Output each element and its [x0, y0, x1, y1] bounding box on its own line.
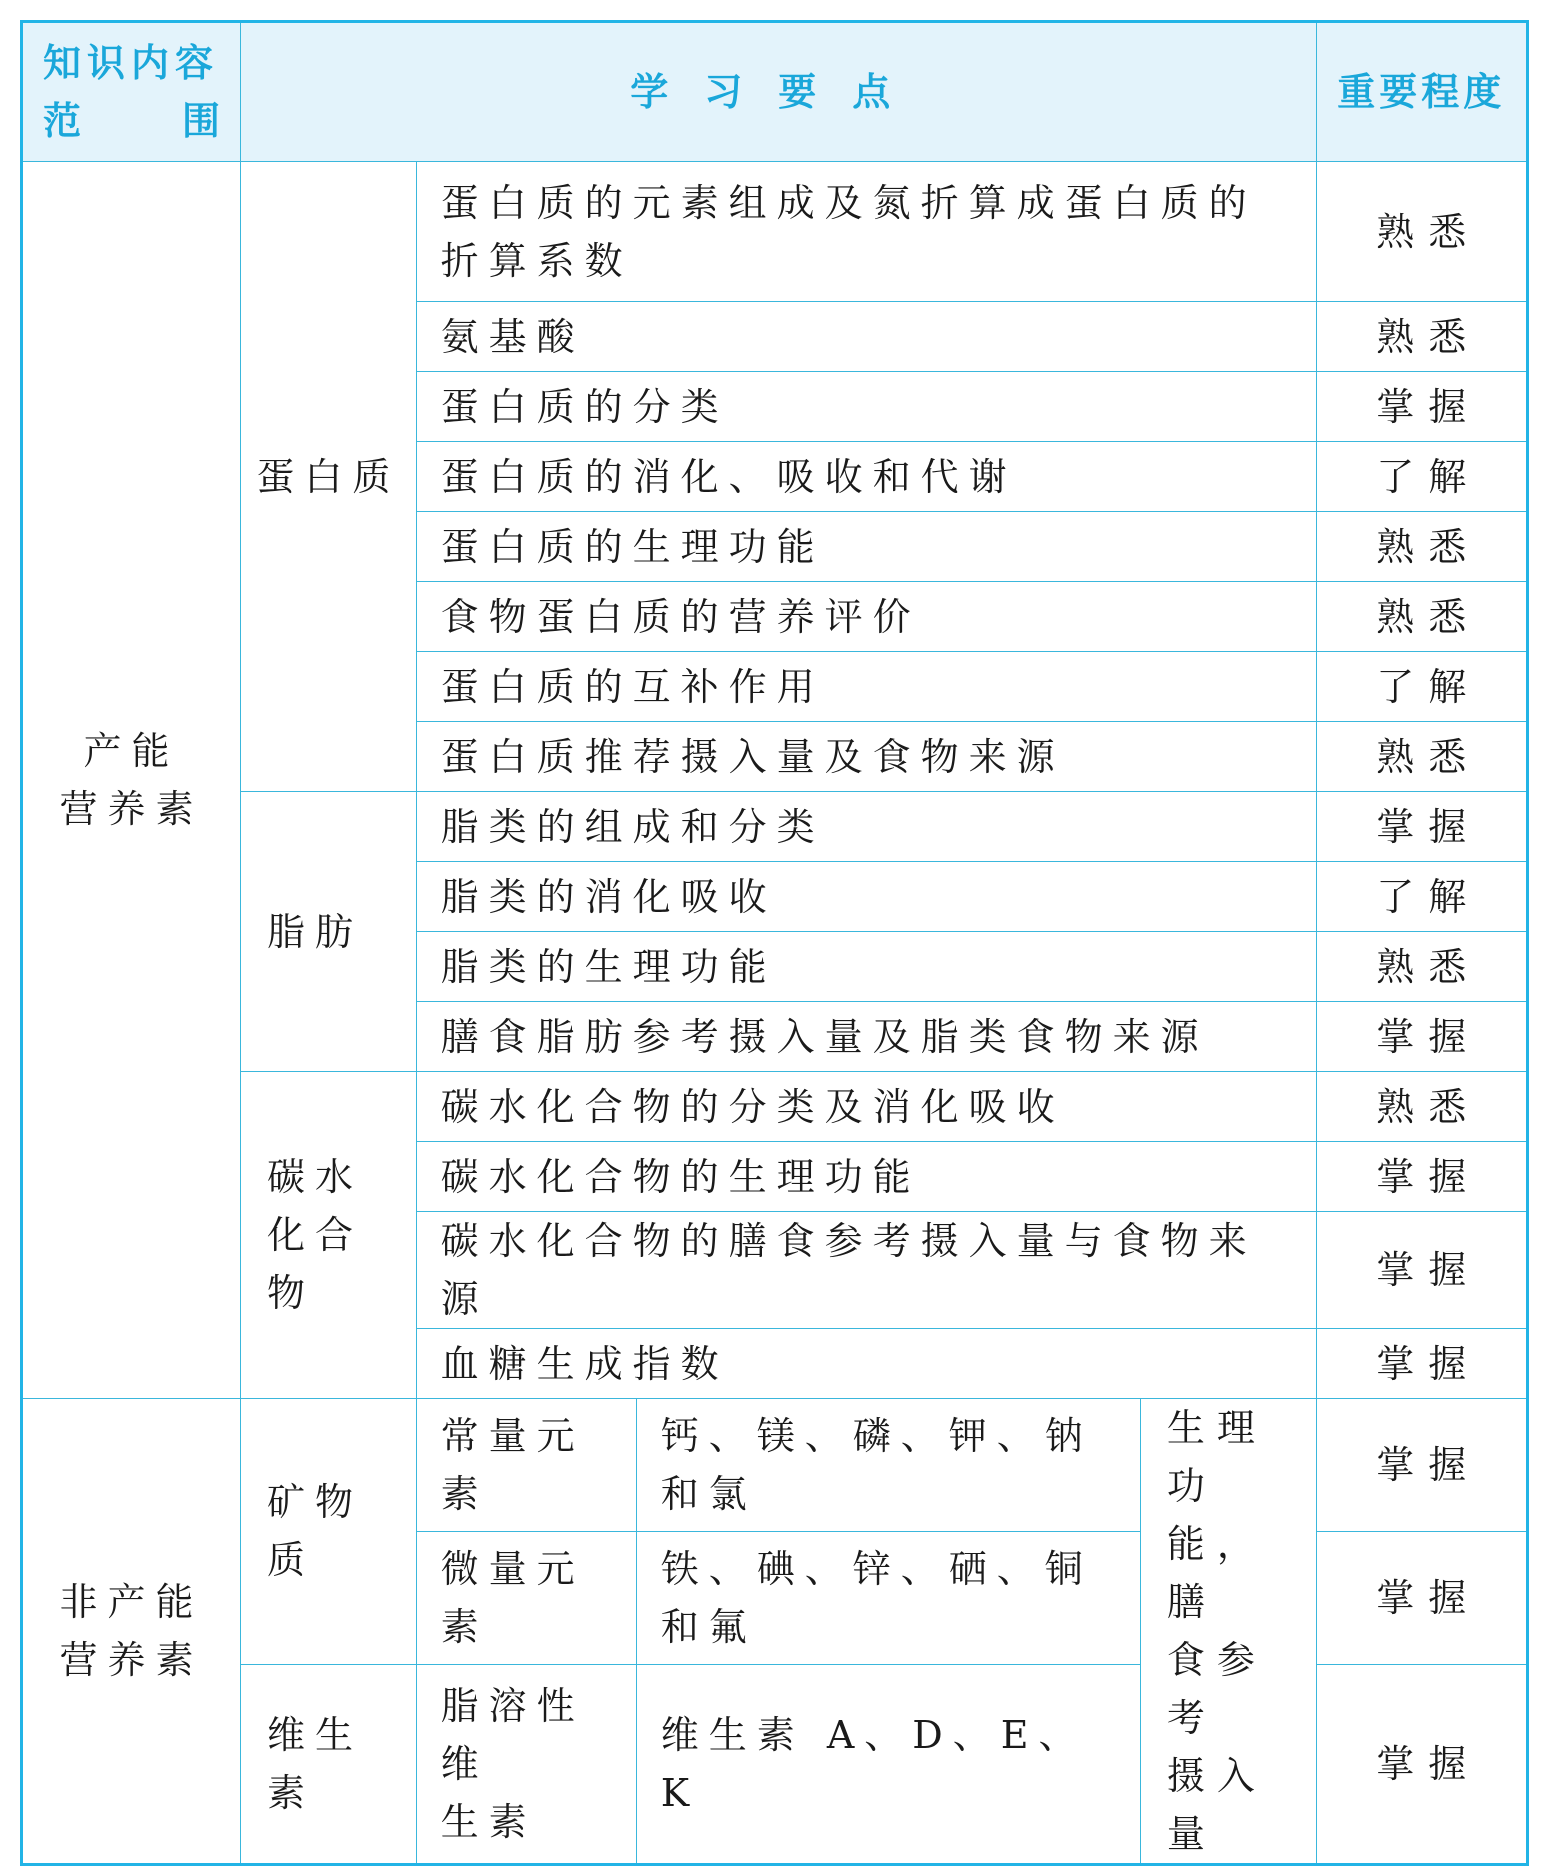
- header-range-char-b: 围: [181, 99, 220, 143]
- header-level: 重要程度: [1316, 22, 1527, 162]
- vitamin-items-cell: 维生素 A、D、E、K: [636, 1664, 1140, 1864]
- subgroup-mineral: 矿物质: [241, 1399, 417, 1665]
- point-cell: 碳水化合物的分类及消化吸收: [416, 1072, 1316, 1142]
- level-cell: 掌握: [1316, 1329, 1527, 1399]
- note-line1: 生理功: [1166, 1406, 1267, 1508]
- level-cell: 掌握: [1316, 1002, 1527, 1072]
- point-cell: 蛋白质的元素组成及氮折算成蛋白质的折算系数: [416, 162, 1316, 302]
- vitamin-kind-line1: 脂溶性维: [440, 1683, 585, 1786]
- point-cell: 膳食脂肪参考摄入量及脂类食物来源: [416, 1002, 1316, 1072]
- level-cell: 掌握: [1316, 1399, 1527, 1532]
- group-nonenergy-line1: 非产能: [59, 1580, 204, 1624]
- subgroup-carb-line1: 碳水: [267, 1155, 364, 1199]
- point-cell: 碳水化合物的生理功能: [416, 1142, 1316, 1212]
- subgroup-vitamin: 维生素: [241, 1664, 417, 1864]
- point-cell: 食物蛋白质的营养评价: [416, 582, 1316, 652]
- level-cell: 掌握: [1316, 1212, 1527, 1329]
- table-row: [22, 792, 1528, 862]
- level-cell: 掌握: [1316, 792, 1527, 862]
- point-cell: 碳水化合物的膳食参考摄入量与食物来源: [416, 1212, 1316, 1329]
- table-row: [22, 1072, 1528, 1142]
- header-points: 学习要点: [241, 22, 1317, 162]
- group-nonenergy-line2: 营养素: [59, 1638, 204, 1682]
- level-cell: 掌握: [1316, 1531, 1527, 1664]
- level-cell: 熟悉: [1316, 582, 1527, 652]
- level-cell: 掌握: [1316, 372, 1527, 442]
- shared-note-cell: [1140, 1399, 1316, 1865]
- header-row: [22, 22, 1528, 162]
- mineral-items-cell: 铁、碘、锌、硒、铜和氟: [636, 1531, 1140, 1664]
- table-container: [20, 20, 1529, 1866]
- point-cell: 脂类的消化吸收: [416, 862, 1316, 932]
- subgroup-fat: 脂肪: [241, 792, 417, 1072]
- vitamin-kind-line2: 生素: [440, 1799, 537, 1844]
- note-line3: 食参考: [1166, 1638, 1267, 1740]
- note-line2: 能，膳: [1166, 1522, 1267, 1624]
- mineral-kind-cell: 微量元素: [416, 1531, 636, 1664]
- table-row: [22, 162, 1528, 302]
- point-cell: 蛋白质的分类: [416, 372, 1316, 442]
- point-cell: 蛋白质的消化、吸收和代谢: [416, 442, 1316, 512]
- mineral-kind-cell: 常量元素: [416, 1399, 636, 1532]
- header-range-line2: [43, 92, 220, 150]
- level-cell: 熟悉: [1316, 1072, 1527, 1142]
- point-cell: 蛋白质的互补作用: [416, 652, 1316, 722]
- level-cell: 掌握: [1316, 1142, 1527, 1212]
- level-cell: 熟悉: [1316, 162, 1527, 302]
- group-energy-line1: 产能: [83, 729, 180, 773]
- note-line4: 摄入量: [1166, 1754, 1267, 1856]
- level-cell: 了解: [1316, 862, 1527, 932]
- level-cell: 熟悉: [1316, 722, 1527, 792]
- level-cell: 了解: [1316, 652, 1527, 722]
- subgroup-protein: 蛋白质: [241, 162, 417, 792]
- level-cell: 掌握: [1316, 1664, 1527, 1864]
- point-cell: 蛋白质推荐摄入量及食物来源: [416, 722, 1316, 792]
- point-cell: 脂类的生理功能: [416, 932, 1316, 1002]
- group-nonenergy-nutrients: [22, 1399, 241, 1865]
- nutrition-study-table: [20, 20, 1529, 1866]
- group-energy-line2: 营养素: [59, 787, 204, 831]
- point-cell: 血糖生成指数: [416, 1329, 1316, 1399]
- subgroup-carbohydrate: [241, 1072, 417, 1399]
- table-row: [22, 1399, 1528, 1532]
- level-cell: 熟悉: [1316, 512, 1527, 582]
- header-range-char-a: 范: [43, 99, 82, 143]
- point-cell: 蛋白质的生理功能: [416, 512, 1316, 582]
- point-cell: 氨基酸: [416, 302, 1316, 372]
- mineral-items-cell: 钙、镁、磷、钾、钠和氯: [636, 1399, 1140, 1532]
- header-range-line1: 知识内容: [43, 41, 220, 85]
- header-range: [22, 22, 241, 162]
- level-cell: 了解: [1316, 442, 1527, 512]
- vitamin-kind-cell: [416, 1664, 636, 1864]
- level-cell: 熟悉: [1316, 302, 1527, 372]
- subgroup-carb-line2: 化合物: [267, 1213, 364, 1315]
- group-energy-nutrients: [22, 162, 241, 1399]
- point-cell: 脂类的组成和分类: [416, 792, 1316, 862]
- level-cell: 熟悉: [1316, 932, 1527, 1002]
